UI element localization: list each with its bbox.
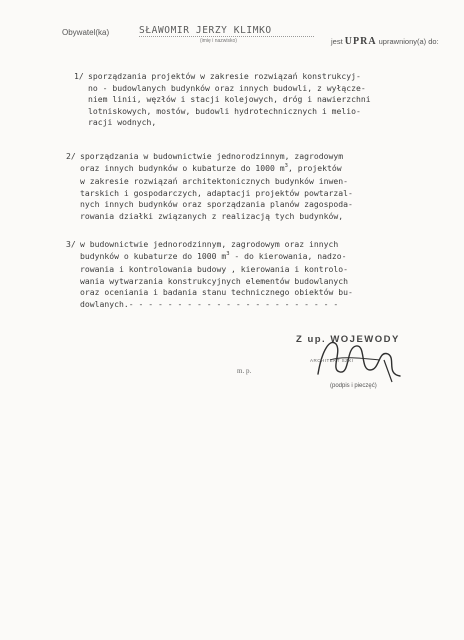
superscript: 3 <box>226 250 230 257</box>
item-line: lotniskowych, mostów, budowli hydrotechnicznych i melio- <box>88 105 361 116</box>
item-line: racji wodnych, <box>88 117 157 127</box>
citizen-name: SŁAWOMIR JERZY KLIMKO <box>139 25 272 36</box>
volume-text-post: - do kierowania, nadzo- <box>229 250 347 261</box>
volume-text-post: , projektów <box>287 162 342 173</box>
item-line: tarskich i gospodarczych, adaptacji projektów powtarzal- <box>80 187 353 198</box>
item-number: 1/ <box>74 71 84 81</box>
item-line: niem linii, węzłów i stacji kolejowych, dróg i nawierzchni <box>88 94 371 104</box>
item-line: nych innych budynków oraz sporządzania planów zagospoda- <box>80 199 353 209</box>
item-line: rowania i kontrolowania budowy , kierowania i kontrolo- <box>80 264 349 274</box>
item-line: wania wytwarzania konstrukcyjnych elementów budowlanych <box>80 275 349 286</box>
item-line: w zakresie rozwiązań architektonicznych budynków inwen- <box>80 176 349 186</box>
item-line-volume <box>80 163 353 177</box>
entitlement-label <box>331 36 439 47</box>
entitlement-prefix: jest <box>331 37 343 46</box>
item-number: 3/ <box>66 239 76 249</box>
item-line: dowlanych.- - - - - - - - - - - - - - - - - - - - - - <box>80 298 339 309</box>
volume-text: oraz innych budynków o kubaturze do 1000 m <box>80 162 285 173</box>
name-underline <box>139 36 314 37</box>
superscript: 3 <box>284 162 288 169</box>
item-line-volume <box>80 251 353 265</box>
item-line: no - budowlanych budynków oraz innych budowli, z wyłącze- <box>88 82 366 93</box>
entitlement-stamp: UPRA <box>344 36 377 47</box>
item-line: sporządzania projektów w zakresie rozwiązań konstrukcyj- <box>88 71 361 81</box>
item-line: rowania działki związanych z realizacją tych budynków, <box>80 210 344 221</box>
authority-line: Z up. WOJEWODY <box>296 334 400 345</box>
item-line: sporządzania w budownictwie jednorodzinnym, zagrodowym <box>80 151 344 161</box>
entitlement-item-3 <box>66 239 353 310</box>
entitlement-suffix: uprawniony(a) do: <box>378 37 439 46</box>
item-line: w budownictwie jednorodzinnym, zagrodowym oraz innych <box>80 239 339 249</box>
signature-caption: (podpis i pieczęć) <box>330 383 377 389</box>
seal-place-label: m. p. <box>237 367 252 375</box>
volume-text: budynków o kubaturze do 1000 m <box>80 250 227 261</box>
item-line: oraz oceniania i badania stanu technicznego obiektów bu- <box>80 287 353 297</box>
entitlement-item-1 <box>74 71 371 129</box>
citizen-label: Obywatel(ka) <box>62 28 110 37</box>
stamp-text: ARCHITEKT SZKI <box>310 358 354 363</box>
name-caption: (imię i nazwisko) <box>200 38 237 44</box>
item-number: 2/ <box>66 151 76 161</box>
entitlement-item-2 <box>66 151 353 222</box>
